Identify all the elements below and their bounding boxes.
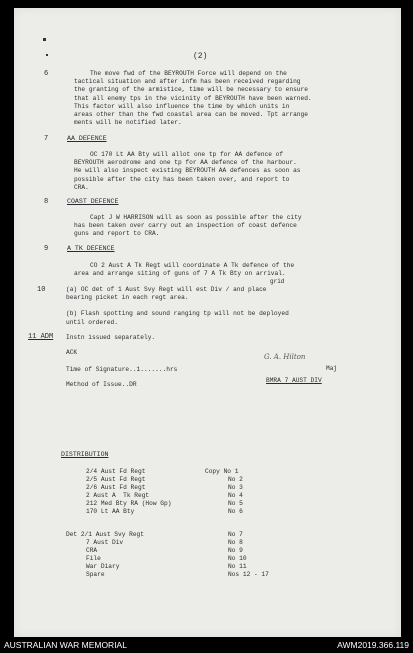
line: area and arrange siting of guns of 7 A Tk Bty on arrival. (74, 270, 286, 278)
line: that all enemy tps in the vicinity of BEYROUTH have been warned. (74, 94, 312, 102)
line: bearing picket in each regt area. (66, 294, 189, 302)
line: This factor will also influence the time by which units in (74, 102, 290, 110)
line: ments will be notified later. (74, 119, 182, 127)
line: guns and report to CRA. (74, 230, 160, 238)
distribution-unit: 2/4 Aust Fd Regt (86, 468, 146, 475)
para-number: 7 (44, 135, 49, 143)
distribution-unit: 2/6 Aust Fd Regt (86, 484, 146, 491)
para-number: 9 (44, 245, 49, 253)
para-number: 11 ADM (28, 333, 54, 341)
distribution-copy: No 4 (228, 492, 243, 499)
line: tactical situation and after infm has been received regarding (74, 78, 301, 86)
para-9-body (74, 262, 294, 278)
distribution-unit: Det 2/1 Aust Svy Regt (66, 531, 144, 538)
page-number: (2) (193, 52, 208, 61)
archive-reference: AWM2019.366.119 (337, 640, 409, 650)
line: until ordered. (66, 318, 118, 326)
distribution-copy: No 2 (228, 476, 243, 483)
ack-label: ACK (66, 349, 78, 356)
para-heading: A TK DEFENCE (67, 245, 115, 252)
para-10-body (66, 286, 289, 327)
line: has been taken over carry out an inspection of coast defence (74, 222, 297, 230)
para-11-body (66, 334, 155, 342)
line: CO 2 Aust A Tk Regt will coordinate A Tk defence of the (90, 262, 295, 269)
archive-footer (0, 637, 413, 653)
distribution-copy: No 10 (228, 555, 247, 562)
line (66, 302, 289, 310)
line: (b) Flash spotting and sound ranging tp will not be deployed (66, 310, 289, 318)
distribution-copy: No 8 (228, 539, 243, 546)
distribution-unit: 170 Lt AA Bty (86, 508, 135, 515)
punch-mark (43, 38, 46, 41)
distribution-copy: Copy No 1 (205, 468, 239, 475)
grid-annotation: grid (270, 278, 285, 285)
line: He will also inspect existing BEYROUTH AA defences as soon as (74, 167, 301, 175)
distribution-unit: 2/5 Aust Fd Regt (86, 476, 146, 483)
line: the granting of the armistice, time will be necessary to ensure (74, 86, 308, 94)
line: BEYROUTH aerodrome and one tp for AA defence of the harbour. (74, 159, 297, 167)
signature-title: BMRA 7 AUST DIV (266, 377, 322, 384)
para-number: 6 (44, 70, 49, 78)
distribution-unit: CRA (86, 547, 98, 554)
para-8-body (74, 214, 302, 239)
distribution-heading: DISTRIBUTION (61, 451, 109, 458)
document-page (14, 8, 401, 637)
line: OC 170 Lt AA Bty will allot one tp for AA defence of (90, 151, 284, 158)
distribution-unit: 7 Aust Div (86, 539, 124, 546)
handwritten-signature: G. A. Hilton (264, 353, 306, 361)
time-of-signature: Time of Signature..1.......hrs (66, 366, 178, 373)
punch-mark (46, 54, 48, 56)
method-of-issue: Method of Issue..DR (66, 381, 137, 388)
para-heading: AA DEFENCE (67, 135, 107, 142)
distribution-copy: No 11 (228, 563, 247, 570)
line: (a) OC det of 1 Aust Svy Regt will est Div / and place (66, 286, 267, 293)
distribution-unit: Spare (86, 571, 105, 578)
line: Capt J W HARRISON will as soon as possible after the city (90, 214, 302, 221)
distribution-copy: No 5 (228, 500, 243, 507)
distribution-copy: No 9 (228, 547, 243, 554)
line: possible after the city has been taken over, and report to (74, 175, 290, 183)
distribution-copy: No 6 (228, 508, 243, 515)
line: CRA. (74, 183, 89, 191)
para-number: 10 (37, 286, 46, 294)
distribution-copy: No 7 (228, 531, 243, 538)
signature-rank: Maj (326, 365, 338, 372)
para-6-body (74, 70, 312, 127)
line: The move fwd of the BEYROUTH Force will depend on the (90, 70, 287, 77)
distribution-copy: No 3 (228, 484, 243, 491)
distribution-unit: War Diary (86, 563, 120, 570)
line: Instn issued separately. (66, 334, 156, 341)
distribution-copy: Nos 12 - 17 (228, 571, 269, 578)
archive-name: AUSTRALIAN WAR MEMORIAL (4, 640, 127, 650)
para-heading: COAST DEFENCE (67, 198, 119, 205)
distribution-unit: 212 Med Bty RA (How Gp) (86, 500, 172, 507)
para-number: 8 (44, 198, 49, 206)
distribution-unit: 2 Aust A Tk Regt (86, 492, 150, 499)
distribution-unit: File (86, 555, 101, 562)
line: areas other than the fwd coastal area can be moved. Tpt arrange (74, 111, 308, 119)
para-7-body (74, 151, 301, 192)
